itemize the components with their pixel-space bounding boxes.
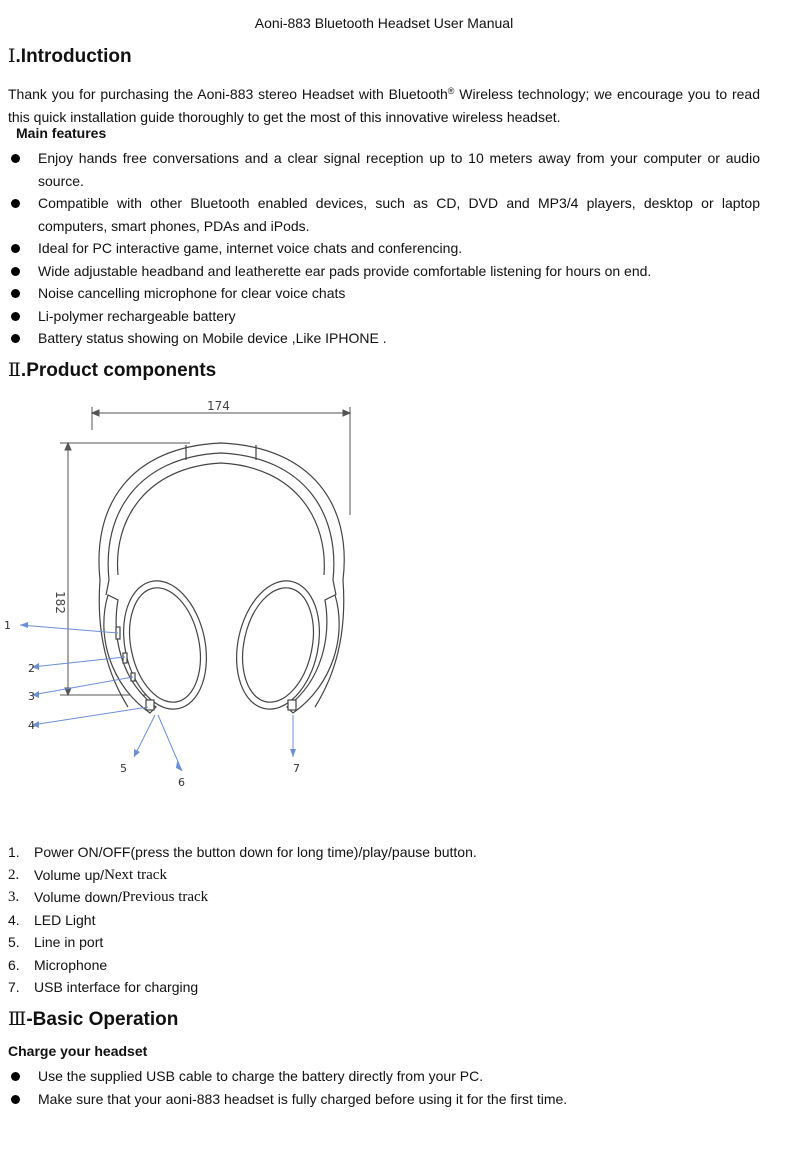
list-item [8,841,708,864]
callout-label: 5 [120,762,127,775]
list-item [8,976,708,999]
list-text-extra: Previous track [121,889,209,905]
section-title: .Product components [20,360,217,381]
list-number: 7. [8,979,20,995]
list-number: 3. [8,889,20,905]
components-list [8,841,708,999]
list-number: 6. [8,956,20,973]
list-text: Volume up/ [34,866,105,883]
list-item [8,886,708,909]
list-item [8,909,708,932]
section-title: -Basic Operation [26,1009,179,1030]
width-dimension-label: 174 [207,399,230,413]
list-item [8,864,708,887]
list-text: Line in port [34,934,104,950]
main-features-heading: Main features [16,125,107,141]
height-dimension-label: 182 [53,591,67,614]
headset-drawing [0,395,420,795]
list-text: LED Light [34,911,96,928]
callout-label: 4 [28,719,35,732]
list-item: Noise cancelling microphone for clear voice chats [8,282,760,305]
list-text-extra: Next track [104,866,167,883]
registered-mark: ® [447,86,455,96]
callout-label: 7 [293,762,300,775]
list-text: USB interface for charging [34,979,199,995]
list-text: Volume down/ [34,889,122,905]
section-introduction-heading [8,45,132,68]
list-text: Microphone [34,956,108,973]
callout-label: 6 [178,776,185,789]
intro-text-part: Wireless technology; we encourage you to read this quick installation guide thoroughly to get the most of this innovative wireless headset. [8,86,760,125]
charge-heading: Charge your headset [8,1043,148,1059]
list-item: Ideal for PC interactive game, internet voice chats and conferencing. [8,237,760,260]
section-numeral: Ⅰ [8,45,16,67]
section-numeral: Ⅱ [8,359,21,381]
document-title: Aoni-883 Bluetooth Headset User Manual [254,15,514,31]
list-number: 5. [8,934,20,950]
list-item: Enjoy hands free conversations and a clear signal reception up to 10 meters away from your computer or audio source. [8,147,760,192]
list-number: 2. [8,866,20,883]
list-text: Power ON/OFF(press the button down for long time)/play/pause button. [34,844,477,860]
list-item: Make sure that your aoni-883 headset is fully charged before using it for the first time. [8,1088,760,1111]
intro-text-part: Thank you for purchasing the Aoni-883 stereo Headset with Bluetooth [8,86,448,102]
list-item [8,954,708,977]
headset-diagram [0,395,420,795]
list-number: 4. [8,911,20,928]
callout-label: 3 [28,690,35,703]
list-number: 1. [8,844,20,860]
list-item: Compatible with other Bluetooth enabled devices, such as CD, DVD and MP3/4 players, desktop or laptop computers, smart phones, PDAs and iPods. [8,192,760,237]
section-operation-heading [8,1008,178,1031]
list-item [8,931,708,954]
list-item: Use the supplied USB cable to charge the battery directly from your PC. [8,1065,760,1088]
operation-list [8,1065,760,1110]
section-components-heading [8,359,216,382]
list-item: Wide adjustable headband and leatherette ear pads provide comfortable listening for hours on end. [8,260,760,283]
callout-label: 1 [4,619,11,632]
section-numeral: Ⅲ [8,1008,27,1030]
features-list [8,147,760,350]
list-item: Li-polymer rechargeable battery [8,305,760,328]
intro-paragraph [8,80,760,128]
section-title: .Introduction [15,46,132,67]
callout-label: 2 [28,662,35,675]
list-item: Battery status showing on Mobile device ,Like IPHONE . [8,327,760,350]
